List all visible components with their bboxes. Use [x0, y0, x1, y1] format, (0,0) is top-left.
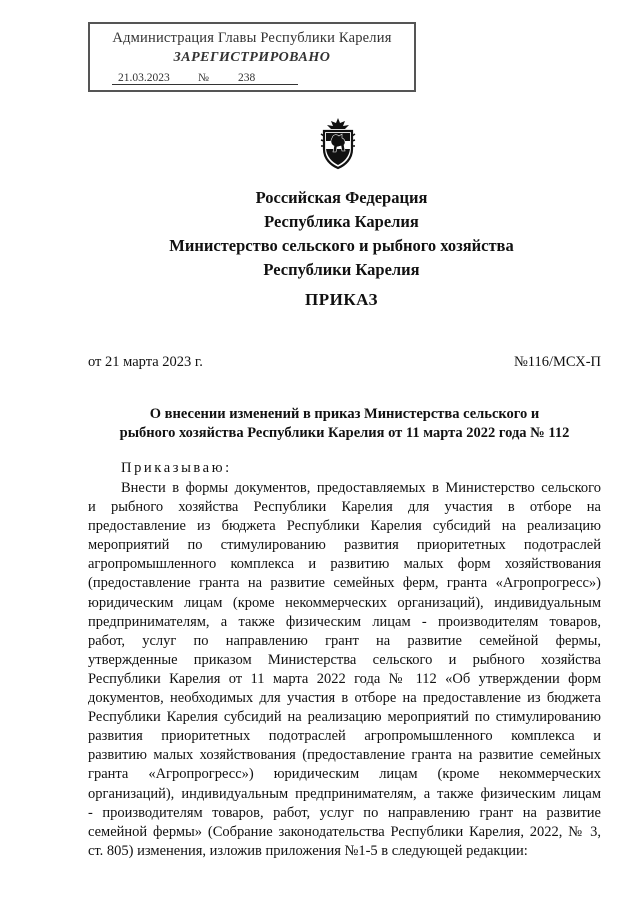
stamp-registration-line [112, 72, 298, 85]
stamp-registered: ЗАРЕГИСТРИРОВАНО [173, 50, 331, 65]
body-line: и рыбного хозяйства Республики Карелия для участия в отборе на [88, 499, 601, 516]
body-line: - производителям товаров, работ, услуг по направлению грант на развитие [88, 804, 601, 821]
body-line: гранта «Агропрогресс») юридическим лицам (кроме некоммерческих [88, 766, 601, 783]
stamp-authority: Администрация Главы Республики Карелия [112, 30, 392, 46]
order-date: от 21 марта 2023 г. [88, 354, 203, 370]
body-line: Республики Карелия субсидий на реализацию мероприятий по стимулированию [88, 709, 601, 726]
body-line: (предоставление гранта на развитие семейных ферм, гранта «Агропрогресс») [88, 575, 601, 592]
body-line: мероприятий по стимулированию развития приоритетных подотраслей [88, 537, 601, 554]
body-line: работ, услуг по направлению грант на развитие семейной фермы, [88, 632, 601, 649]
header-ministry-republic: Республики Карелия [263, 260, 420, 279]
body-line: документов, необходимых для участия в отборе на предоставление из бюджета [88, 690, 601, 707]
stamp-number: 238 [238, 72, 298, 85]
body-paragraph [88, 479, 601, 861]
body-line: Республики Карелия от 11 марта 2022 года № 112 «Об утверждении форм [88, 670, 601, 687]
subject-line-1: О внесении изменений в приказ Министерства сельского и [149, 406, 540, 422]
header-country: Российская Федерация [255, 188, 428, 207]
body-line: юридическим лицам (кроме некоммерческих организаций), индивидуальным [88, 594, 601, 611]
body-line: предоставление из бюджета Республики Карелия субсидий на реализацию [88, 518, 601, 535]
document-type: ПРИКАЗ [305, 290, 378, 309]
body-line: ст. 805) изменения, изложив приложения №1-5 в следующей редакции: [88, 842, 528, 859]
header-ministry: Министерство сельского и рыбного хозяйства [169, 236, 514, 255]
body-line: агропромышленного комплекса и развитию малых форм хозяйствования [88, 556, 601, 573]
body-line: развития приоритетных подотраслей агропромышленного комплекса и [88, 728, 601, 745]
header-republic: Республика Карелия [264, 212, 419, 231]
body-line: утвержденные приказом Министерства сельского и рыбного хозяйства [88, 651, 601, 668]
command-word: Приказываю: [121, 460, 232, 476]
body-line: организаций), индивидуальным предпринимателям, а также физическим лицам [88, 785, 601, 802]
body-line: предпринимателям, а также физическим лицам - производителям товаров, [88, 613, 601, 630]
order-number: №116/МСХ-П [513, 354, 601, 370]
stamp-date: 21.03.2023 [112, 72, 198, 85]
body-line: семейной фермы» (Собрание законодательства Республики Карелия, 2022, № 3, [88, 823, 601, 840]
body-line: развитию малых хозяйствования (предоставление гранта на развитие семейных [88, 747, 601, 764]
body-line: Внести в формы документов, предоставляемых в Министерство сельского [121, 480, 601, 496]
subject-line-2: рыбного хозяйства Республики Карелия от 11 марта 2022 года № 112 [119, 425, 570, 441]
karelia-coat-of-arms-icon [318, 116, 358, 170]
stamp-number-label: № [198, 72, 238, 85]
registration-stamp [88, 22, 416, 92]
